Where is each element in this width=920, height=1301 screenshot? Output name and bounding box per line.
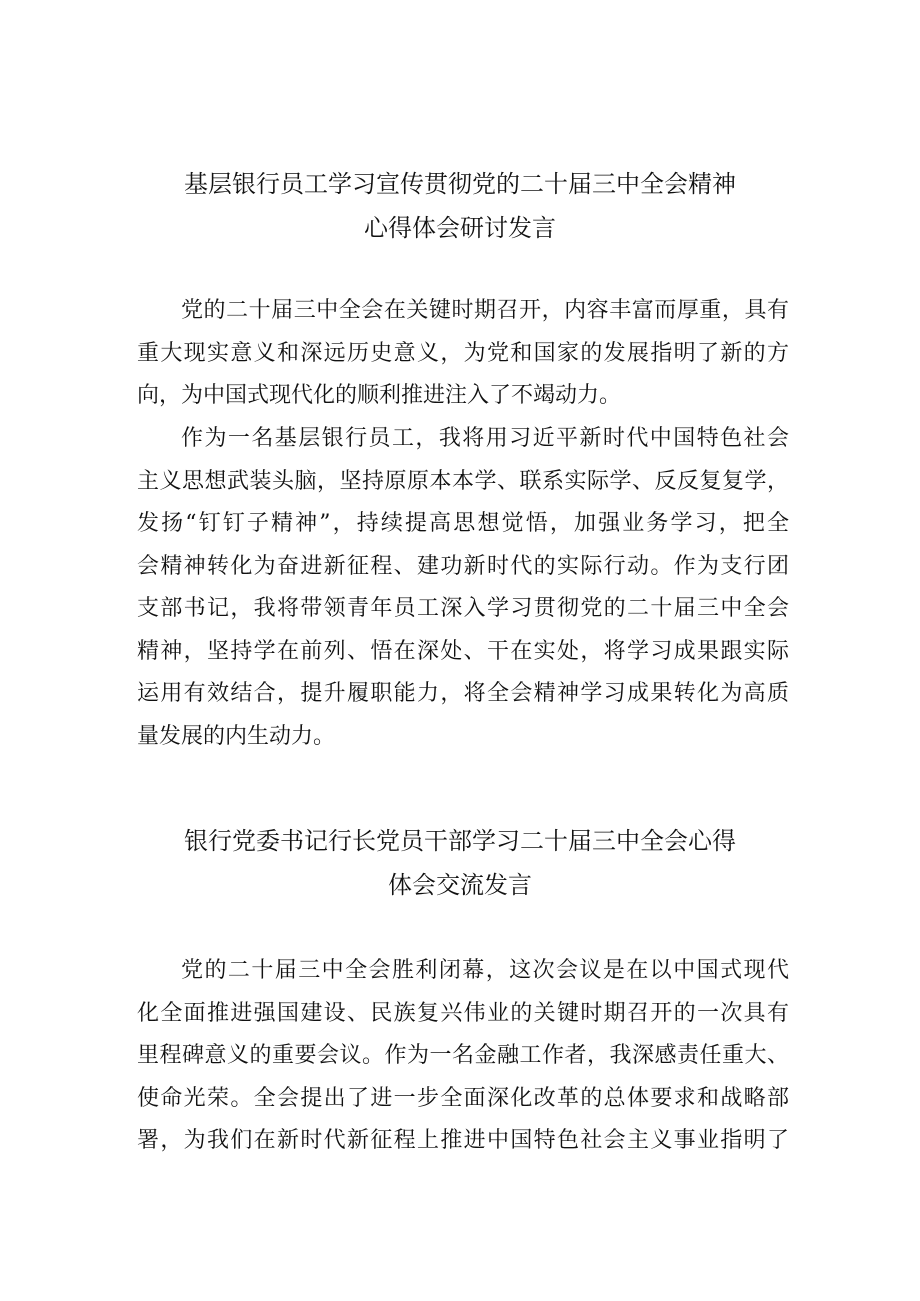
text-line: 运用有效结合，提升履职能力，将全会精神学习成果转化为高质 xyxy=(137,681,789,706)
text-line: 使命光荣。全会提出了进一步全面深化改革的总体要求和战略部 xyxy=(137,1085,789,1111)
text-line: 党的二十届三中全会在关键时期召开，内容丰富而厚重，具有 xyxy=(181,298,789,323)
text-line: 向，为中国式现代化的顺利推进注入了不竭动力。 xyxy=(137,383,622,408)
section1-paragraph-2 xyxy=(137,418,789,758)
text-line: 作为一名基层银行员工，我将用习近平新时代中国特色社会 xyxy=(181,426,789,451)
text-line: 支部书记，我将带领青年员工深入学习贯彻党的二十届三中全会 xyxy=(137,596,789,621)
section1-paragraph-1 xyxy=(137,290,789,418)
section1-title-line: 心得体会研讨发言 xyxy=(364,214,556,242)
section2-title xyxy=(0,819,920,907)
text-line: 量发展的内生动力。 xyxy=(137,723,336,749)
text-line: 会精神转化为奋进新征程、建功新时代的实际行动。作为支行团 xyxy=(137,553,789,579)
section2-title-line: 银行党委书记行长党员干部学习二十届三中全会心得 xyxy=(184,827,736,855)
text-line: 党的二十届三中全会胜利闭幕，这次会议是在以中国式现代 xyxy=(181,958,789,983)
section1-title-line: 基层银行员工学习宣传贯彻党的二十届三中全会精神 xyxy=(184,170,736,198)
text-line: 化全面推进强国建设、民族复兴伟业的关键时期召开的一次具有 xyxy=(137,1000,789,1026)
section1-title xyxy=(0,162,920,250)
text-line: 主义思想武装头脑，坚持原原本本学、联系实际学、反反复复学， xyxy=(137,468,789,494)
text-line: 重大现实意义和深远历史意义，为党和国家的发展指明了新的方 xyxy=(137,340,789,366)
text-line: 精神，坚持学在前列、悟在深处、干在实处，将学习成果跟实际 xyxy=(137,638,789,664)
text-line: 署，为我们在新时代新征程上推进中国特色社会主义事业指明了 xyxy=(137,1128,789,1153)
section2-title-line: 体会交流发言 xyxy=(388,871,532,899)
section2-paragraph-1 xyxy=(137,950,789,1163)
text-line: 发扬“钉钉子精神”，持续提高思想觉悟，加强业务学习，把全 xyxy=(137,511,789,536)
text-line: 里程碑意义的重要会议。作为一名金融工作者，我深感责任重大、 xyxy=(137,1043,789,1068)
